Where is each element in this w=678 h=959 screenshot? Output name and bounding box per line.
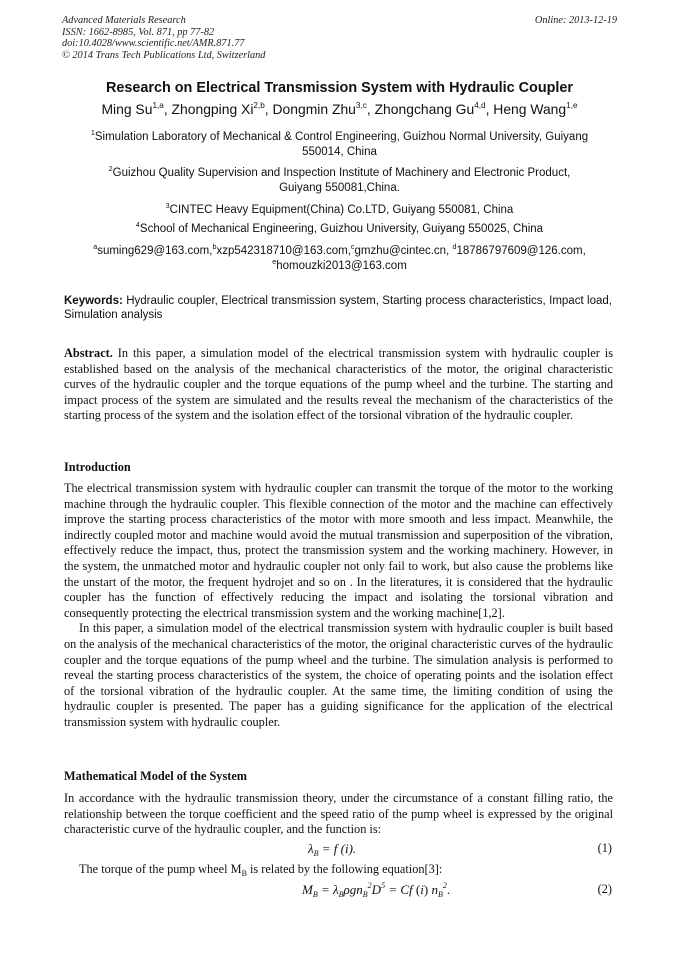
email-list bbox=[62, 244, 617, 274]
affiliation-sup: 2 bbox=[108, 164, 113, 173]
paragraph: The torque of the pump wheel $M_B$ is related by the following equation[3]: bbox=[79, 862, 443, 878]
abstract bbox=[64, 346, 613, 424]
author-name: Heng Wang bbox=[493, 101, 567, 117]
affiliation-1 bbox=[62, 130, 617, 160]
model-body-2 bbox=[64, 862, 613, 878]
author-name: Zhongping Xi bbox=[171, 101, 254, 117]
keywords-text: Hydraulic coupler, Electrical transmission system, Starting process characteristics, Impact load, Simulation analysis bbox=[64, 295, 612, 321]
paragraph: In accordance with the hydraulic transmission theory, under the circumstance of a constant filling ratio, the relationship between the torque coefficient and the speed ratio of the pump wheel is expressed by the original characteristic curve of the hydraulic coupler, and the function is: bbox=[64, 791, 613, 837]
affiliation-sup: 4 bbox=[135, 220, 140, 229]
journal-name: Advanced Materials Research bbox=[62, 15, 186, 26]
affiliation-text: 550014, China bbox=[302, 146, 377, 158]
author-name: Dongmin Zhu bbox=[272, 101, 356, 117]
online-date: Online: 2013-12-19 bbox=[534, 15, 617, 26]
affiliation-text: Simulation Laboratory of Mechanical & Control Engineering, Guizhou Normal University, Guiyang bbox=[94, 131, 589, 143]
abstract-text: In this paper, a simulation model of the electrical transmission system with hydraulic coupler is established based on the analysis of the mechanical characteristics of the motor, the original characteristic curves of the hydraulic coupler and the torque equations of the pump wheel and the turbine. The starting and impact process of the system are simulated and the results reveal the mechanism of the characteristics of the starting process of the system and the isolation effect of the torsional vibration of the hydraulic coupler. bbox=[64, 346, 614, 423]
affiliation-text: School of Mechanical Engineering, Guizhou University, Guiyang 550025, China bbox=[139, 223, 544, 235]
introduction-body bbox=[64, 481, 613, 731]
abstract-label: Abstract. bbox=[64, 346, 113, 360]
section-heading-introduction: Introduction bbox=[64, 460, 131, 474]
author-sup: 3,c bbox=[355, 101, 367, 110]
email: homouzki2013@163.com bbox=[276, 260, 407, 272]
affiliation-text: Guizhou Quality Supervision and Inspection Institute of Machinery and Electronic Product, bbox=[112, 167, 571, 179]
equation-1 bbox=[64, 841, 613, 861]
section-heading-model: Mathematical Model of the System bbox=[64, 769, 248, 783]
equation-number: (1) bbox=[597, 841, 612, 855]
author-name: Ming Su bbox=[101, 101, 153, 117]
issn-line: ISSN: 1662-8985, Vol. 871, pp 77-82 bbox=[62, 26, 215, 38]
equation-number: (2) bbox=[597, 882, 612, 896]
email: gmzhu@cintec.cn, bbox=[354, 245, 453, 257]
model-body bbox=[64, 791, 613, 838]
email-sup: b bbox=[212, 242, 217, 251]
affiliation-sup: 3 bbox=[165, 201, 170, 210]
email-sup: d bbox=[452, 242, 457, 251]
affiliation-sup: 1 bbox=[90, 128, 95, 137]
copyright-line: © 2014 Trans Tech Publications Ltd, Switzerland bbox=[62, 49, 266, 61]
affiliation-text: Guiyang 550081,China. bbox=[279, 182, 400, 194]
author-sup: 4,d bbox=[474, 101, 486, 110]
author-sup: 1,a bbox=[152, 101, 164, 110]
paper-title: Research on Electrical Transmission System with Hydraulic Coupler bbox=[105, 80, 574, 96]
affiliation-3 bbox=[62, 203, 617, 218]
affiliation-4 bbox=[62, 222, 617, 237]
equation-1-expression: $\lambda_B = f$ (i). bbox=[308, 841, 357, 858]
affiliation-2 bbox=[62, 166, 617, 196]
equation-2-expression: $M_B = \lambda_B\rho gn_B^2D^5 = Cf$ (i) $n_B^2$. bbox=[302, 881, 451, 899]
email: suming629@163.com, bbox=[97, 245, 213, 257]
email-sup: a bbox=[93, 242, 98, 251]
keywords bbox=[64, 294, 612, 322]
author-name: Zhongchang Gu bbox=[374, 101, 475, 117]
keywords-label: Keywords: bbox=[64, 295, 123, 307]
affiliation-text: CINTEC Heavy Equipment(China) Co.LTD, Guiyang 550081, China bbox=[169, 204, 514, 216]
author-list: Ming Su$^{1,a}$, Zhongping Xi$^{2,b}$, Dongmin Zhu$^{3,c}$, Zhongchang Gu$^{4,d}$, Heng Wang$^{1,e}$ bbox=[101, 101, 578, 117]
email-sup: c bbox=[350, 242, 355, 251]
equation-2 bbox=[64, 882, 613, 902]
paragraph: The electrical transmission system with hydraulic coupler can transmit the torque of the motor to the working machine through the hydraulic coupler. This flexible connection of the motor and the machine can effectively improve the starting process characteristics of the motor with more smooth and less impact. Meanwhile, the indirectly coupled motor and machine would avoid the mutual transmission and superposition of the vibration, effectively reduce the impact, thus, protect the transmission system and the working machinery. However, in the system, the unmatched motor and hydraulic coupler not only fail to work, but also cause the problems like the unstart of the motor, the frequent hydrojet and so on . In the literatures, it is considered that the hydraulic coupler has the function of effectively reducing the impact and isolating the torsional vibration and consequently protecting the electrical transmission system and the working machine[1,2]. bbox=[64, 481, 613, 620]
email: 18786797609@126.com, bbox=[456, 245, 586, 257]
author-sup: 1,e bbox=[566, 101, 578, 110]
author-sup: 2,b bbox=[253, 101, 265, 110]
doi-line: doi:10.4028/www.scientific.net/AMR.871.77 bbox=[62, 38, 245, 50]
journal-header bbox=[62, 15, 617, 61]
paragraph: In this paper, a simulation model of the electrical transmission system with hydraulic coupler is built based on the analysis of the mechanical characteristics of the motor, the original characteristic curves of the hydraulic coupler and the torque equations of the pump wheel and the turbine. The simulation analysis is performed to reveal the starting process characteristics of the system, the choice of operating points and the isolation effect of the torsional vibration of the hydraulic coupler. At the same time, the limiting condition of using the hydraulic coupler is presented. The paper has a guiding significance for the application of the electrical transmission system with hydraulic coupler. bbox=[64, 621, 613, 729]
email-sup: e bbox=[272, 257, 277, 266]
email: xzp542318710@163.com, bbox=[216, 245, 351, 257]
